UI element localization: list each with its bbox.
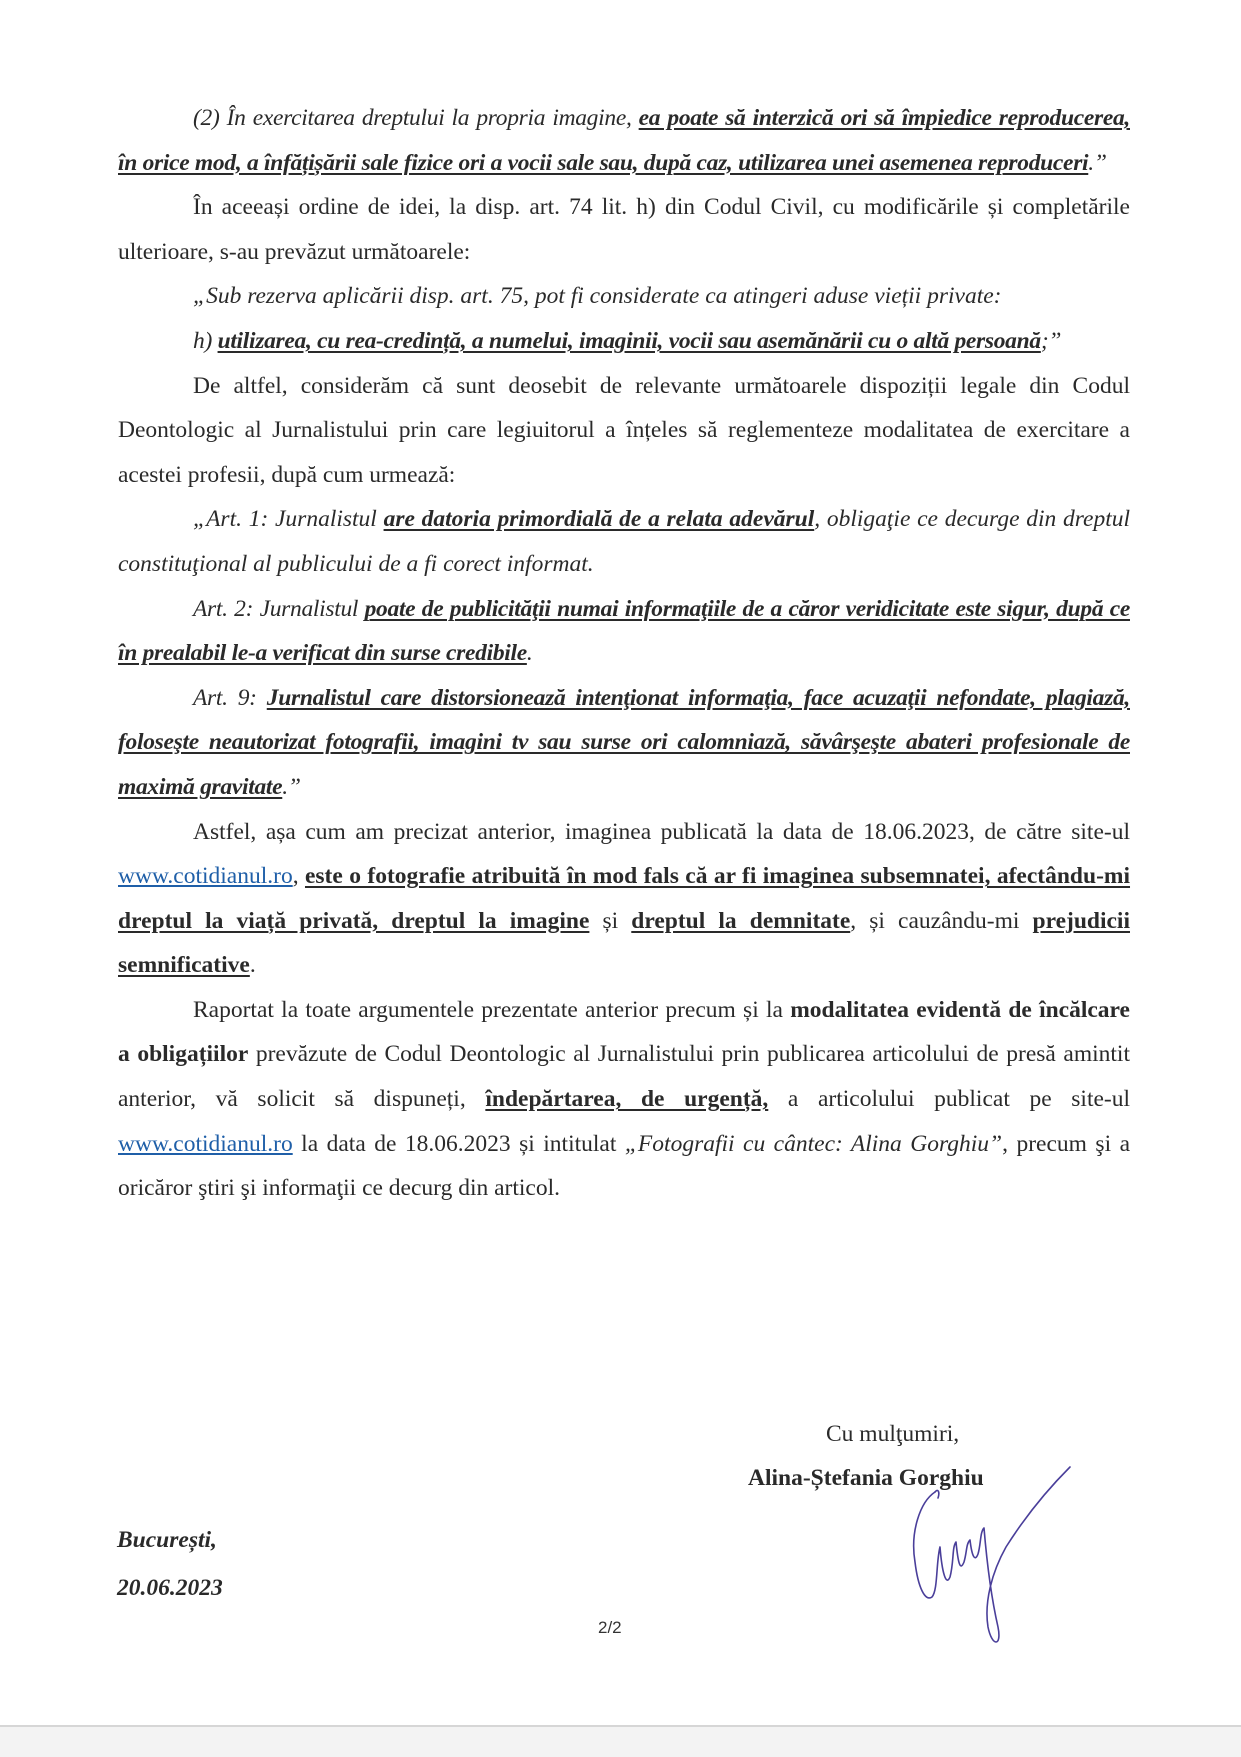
paragraph-art9 (118, 676, 1130, 810)
signer-name: Alina-Ștefania Gorghiu (748, 1465, 984, 1491)
claim-text: și (589, 907, 632, 934)
lit-h-emphasis: utilizarea, cu rea-credință, a numelui, imaginii, vocii sau asemănării cu o altă persoană (217, 327, 1041, 354)
request-emphasis-removal: îndepărtarea, de urgență, (485, 1086, 769, 1113)
request-text: prevăzute de Codul Deontologic al Jurnalistului prin publicarea articolului de presă amintit anterior, vă solicit să dispuneți, (118, 1041, 1130, 1113)
paragraph-art2 (118, 587, 1130, 676)
article-title: „Fotografii cu cântec: Alina Gorghiu” (624, 1130, 1003, 1157)
claim-emphasis-false-attribution: este o fotografie atribuită în mod fals că ar fi imaginea subsemnatei, afectându-mi dreptul la viață privată, dreptul la imagine (118, 863, 1131, 934)
closing-salutation: Cu mulţumiri, (826, 1421, 960, 1447)
art1-tail: , obligaţie ce decurge din dreptul constituţional al publicului de a fi corect informat. (118, 506, 1130, 577)
quote-emphasis: ea poate să interzică ori să împiedice reproducerea, în orice mod, a înfățișării sale fizice ori a vocii sale sau, după caz, utilizarea unei asemenea reproduceri (118, 105, 1130, 176)
art2-tail: . (526, 640, 533, 667)
page-bottom-edge (0, 1725, 1241, 1757)
paragraph-art75-quote: „Sub rezerva aplicării disp. art. 75, pot fi considerate ca atingeri aduse vieții private: (193, 283, 1002, 310)
letter-body (118, 96, 1130, 1211)
claim-emphasis-dignity: dreptul la demnitate (631, 907, 851, 934)
paragraph-image-right (118, 96, 1130, 185)
request-text: a articolului publicat pe site-ul (768, 1086, 1131, 1113)
art9-emphasis: Jurnalistul care distorsionează intenţionat informaţia, face acuzaţii nefondate, plagiază, foloseşte neautorizat fotografii, imagini tv sau surse ori calomniază, săvârşeşte abateri profesionale de maximă gravitate (118, 684, 1130, 800)
paragraph-request (118, 988, 1130, 1211)
page-number: 2/2 (598, 1618, 622, 1637)
art9-tail: .” (282, 773, 301, 800)
lit-h-tail: ;” (1040, 327, 1062, 354)
art2-emphasis: poate de publicităţii numai informaţiile de a căror veridicitate este sigur, după ce în prealabil le-a verificat din surse credibile (118, 595, 1130, 667)
claim-text: , (292, 863, 305, 890)
cotidianul-link-2[interactable]: www.cotidianul.ro (118, 1130, 293, 1157)
paragraph-civil-code-intro: În aceeași ordine de idei, la disp. art. 74 lit. h) din Codul Civil, cu modificările și completările ulterioare, s-au prevăzut următoarele: (118, 194, 1130, 265)
request-text: Raportat la toate argumentele prezentate anterior precum și la (193, 996, 791, 1023)
paragraph-deontological-intro: De altfel, considerăm că sunt deosebit de relevante următoarele dispoziții legale din Codul Deontologic al Jurnalistului prin care legiuitorul a înțeles să reglementeze modalitatea de exercitare a acestei profesii, după cum urmează: (118, 372, 1130, 488)
request-text: , precum şi a oricăror ştiri şi informaţii ce decurg din articol. (118, 1130, 1131, 1202)
claim-text: Astfel, așa cum am precizat anterior, imaginea publicată la data de 18.06.2023, de către site-ul (193, 818, 1130, 845)
quote-lead: (2) În exercitarea dreptului la propria imagine, (193, 105, 639, 131)
letter-date: 20.06.2023 (117, 1575, 223, 1601)
claim-text: , și cauzându-mi (850, 907, 1033, 934)
paragraph-claim (118, 810, 1130, 988)
cotidianul-link[interactable]: www.cotidianul.ro (118, 863, 293, 890)
paragraph-lit-h (118, 319, 1130, 364)
art2-label: Art. 2: Jurnalistul (193, 595, 365, 622)
quote-tail: .” (1088, 149, 1107, 176)
signature-icon (880, 1462, 1090, 1662)
art1-emphasis: are datoria primordială de a relata adevărul (383, 506, 815, 533)
paragraph-art1 (118, 497, 1130, 586)
request-bold-violation: modalitatea evidentă de încălcare a obligațiilor (118, 996, 1130, 1068)
art9-label: Art. 9: (193, 684, 267, 711)
place: București, (117, 1527, 217, 1553)
art1-label: „Art. 1: Jurnalistul (193, 506, 384, 533)
claim-text: . (249, 952, 256, 979)
claim-emphasis-damages: prejudicii semnificative (118, 907, 1130, 979)
request-text: la data de 18.06.2023 și intitulat (292, 1130, 625, 1157)
lit-h-label: h) (193, 327, 218, 354)
